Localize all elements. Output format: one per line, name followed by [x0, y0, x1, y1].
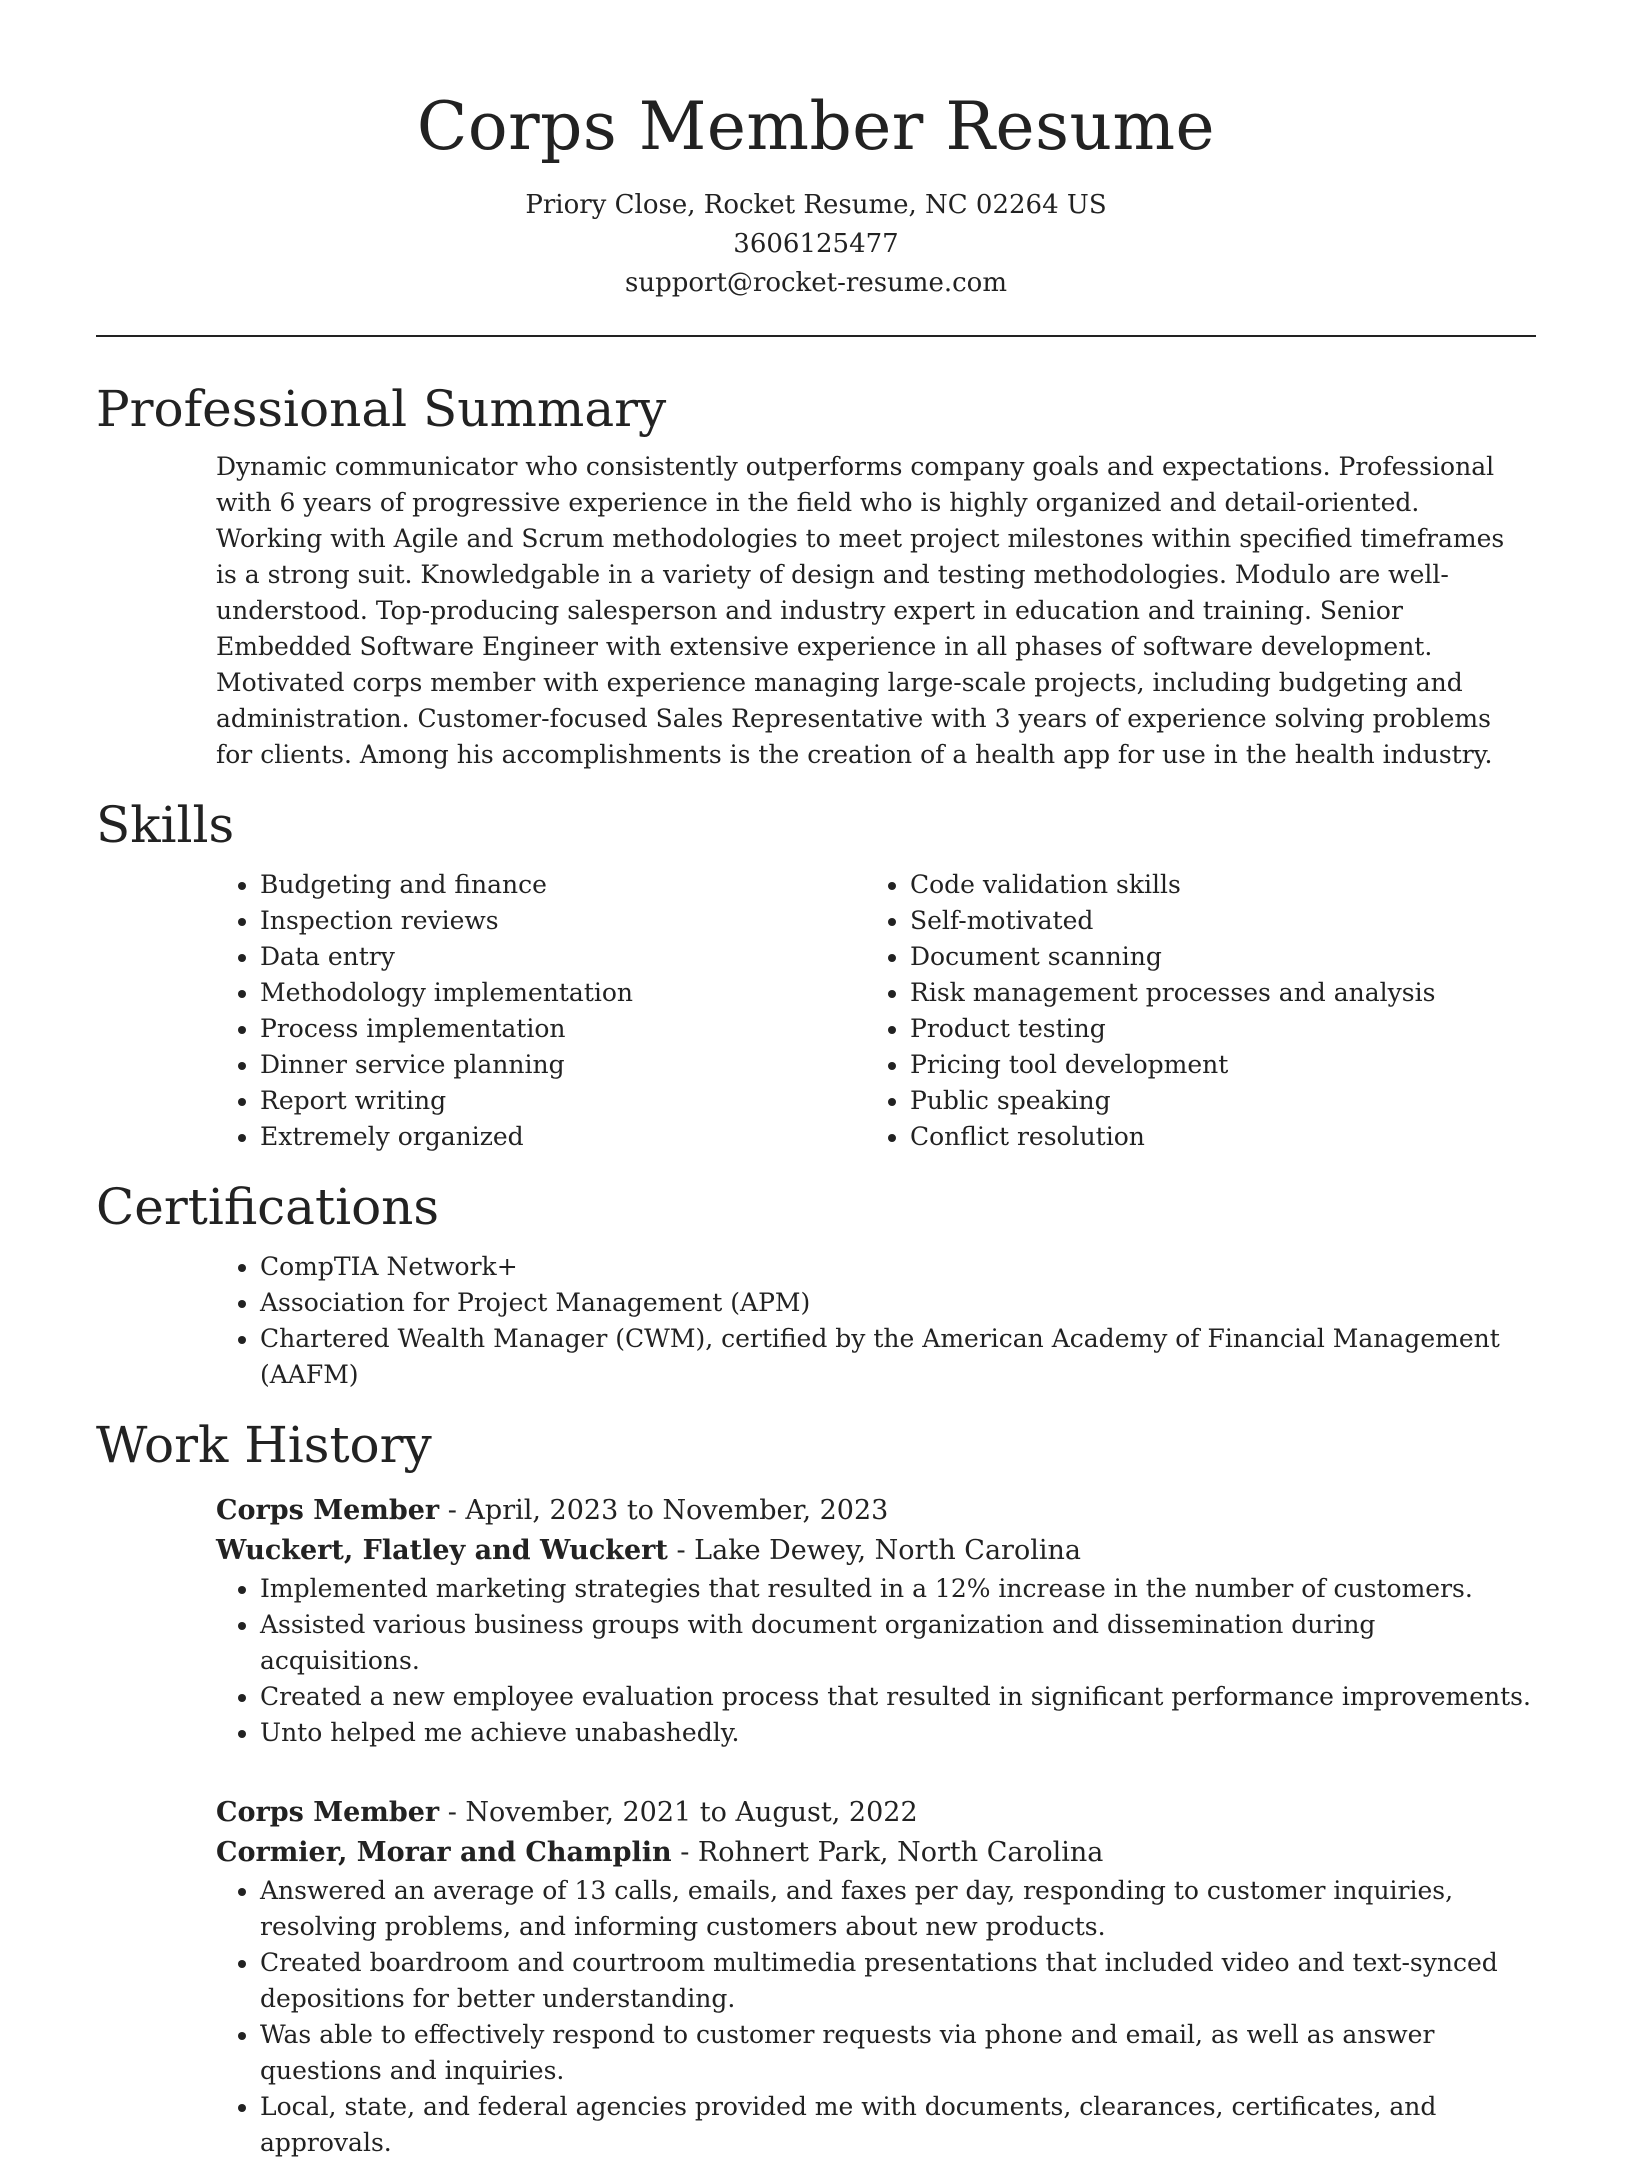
- job-role: Corps Member: [216, 1495, 440, 1526]
- skills-section: [96, 793, 1536, 1155]
- skill-item: • Methodology implementation: [260, 975, 866, 1011]
- resume-header: [96, 0, 1536, 303]
- skills-column-right: [866, 867, 1516, 1155]
- job-bullets: [216, 1571, 1536, 1751]
- job-company: Wuckert, Flatley and Wuckert: [216, 1535, 668, 1566]
- resume-title: Corps Member Resume: [416, 88, 1216, 165]
- job-title-line: [216, 1793, 1536, 1833]
- skill-item: • Pricing tool development: [910, 1047, 1516, 1083]
- skill-item: • Risk management processes and analysis: [910, 975, 1516, 1011]
- skills-list-right: [866, 867, 1516, 1155]
- contact-email: support@rocket-resume.com: [624, 268, 1007, 298]
- skill-item: • Product testing: [910, 1011, 1516, 1047]
- certifications-body: [96, 1249, 1536, 1393]
- job-role: Corps Member: [216, 1797, 440, 1828]
- job-bullet: • Created boardroom and courtroom multimedia presentations that included video and text-synced depositions for better understanding.: [260, 1945, 1536, 2017]
- skill-item: • Conflict resolution: [910, 1119, 1516, 1155]
- job-bullet: • Local, state, and federal agencies provided me with documents, clearances, certificates, and approvals.: [260, 2089, 1536, 2161]
- job-company-line: [216, 1531, 1536, 1571]
- certification-item: • Association for Project Management (APM): [260, 1285, 1536, 1321]
- job-title-line: [216, 1491, 1536, 1531]
- work-history-section: [96, 1413, 1536, 2161]
- skill-item: • Code validation skills: [910, 867, 1516, 903]
- contact-info: [96, 186, 1536, 303]
- job-bullets: [216, 1873, 1536, 2161]
- certification-item: • Chartered Wealth Manager (CWM), certified by the American Academy of Financial Management (AAFM): [260, 1321, 1536, 1393]
- work-history-body: [96, 1491, 1536, 2161]
- skill-item: • Process implementation: [260, 1011, 866, 1047]
- job-bullet: • Created a new employee evaluation process that resulted in significant performance improvements.: [260, 1679, 1536, 1715]
- summary-body: [96, 449, 1536, 773]
- job-entry: [216, 1793, 1536, 2161]
- work-history-heading: Work History: [96, 1416, 432, 1474]
- skill-item: • Report writing: [260, 1083, 866, 1119]
- skill-item: • Public speaking: [910, 1083, 1516, 1119]
- job-entry: [216, 1491, 1536, 1751]
- skills-list-left: [216, 867, 866, 1155]
- summary-text: Dynamic communicator who consistently outperforms company goals and expectations. Professional with 6 years of progressive experience in the field who is highly organized and detail-oriented. Working with Agile and Scrum methodologies to meet project milestones within specified timeframes is a strong suit. Knowledgable in a variety of design and testing methodologies. Modulo are well-understood. Top-producing salesperson and industry expert in education and training. Senior Embedded Software Engineer with extensive experience in all phases of software development. Motivated corps member with experience managing large-scale projects, including budgeting and administration. Customer-focused Sales Representative with 3 years of experience solving problems for clients. Among his accomplishments is the creation of a health app for use in the health industry.: [216, 452, 1505, 769]
- skill-item: • Self-motivated: [910, 903, 1516, 939]
- skill-item: • Document scanning: [910, 939, 1516, 975]
- job-dates: - November, 2021 to August, 2022: [439, 1797, 918, 1828]
- certifications-section: [96, 1175, 1536, 1393]
- job-dates: - April, 2023 to November, 2023: [439, 1495, 889, 1526]
- skills-column-left: [216, 867, 866, 1155]
- header-divider: [96, 335, 1536, 337]
- skill-item: • Budgeting and finance: [260, 867, 866, 903]
- skill-item: • Data entry: [260, 939, 866, 975]
- skills-columns: [96, 867, 1536, 1155]
- job-bullet: • Was able to effectively respond to customer requests via phone and email, as well as answer questions and inquiries.: [260, 2017, 1536, 2089]
- certification-item: • CompTIA Network+: [260, 1249, 1536, 1285]
- summary-heading: Professional Summary: [96, 380, 667, 438]
- certifications-heading: Certifications: [96, 1178, 440, 1236]
- job-bullet: • Unto helped me achieve unabashedly.: [260, 1715, 1536, 1751]
- certifications-list: [216, 1249, 1536, 1393]
- skill-item: • Inspection reviews: [260, 903, 866, 939]
- job-company: Cormier, Morar and Champlin: [216, 1837, 672, 1868]
- skill-item: • Extremely organized: [260, 1119, 866, 1155]
- job-location: - Lake Dewey, North Carolina: [667, 1535, 1081, 1566]
- skill-item: • Dinner service planning: [260, 1047, 866, 1083]
- skills-heading: Skills: [96, 796, 235, 854]
- job-company-line: [216, 1833, 1536, 1873]
- contact-address: Priory Close, Rocket Resume, NC 02264 US: [525, 190, 1107, 220]
- contact-phone: 3606125477: [733, 229, 899, 259]
- job-location: - Rohnert Park, North Carolina: [671, 1837, 1104, 1868]
- summary-section: [96, 377, 1536, 773]
- job-bullet: • Assisted various business groups with document organization and dissemination during acquisitions.: [260, 1607, 1536, 1679]
- job-bullet: • Answered an average of 13 calls, emails, and faxes per day, responding to customer inquiries, resolving problems, and informing customers about new products.: [260, 1873, 1536, 1945]
- job-bullet: • Implemented marketing strategies that resulted in a 12% increase in the number of customers.: [260, 1571, 1536, 1607]
